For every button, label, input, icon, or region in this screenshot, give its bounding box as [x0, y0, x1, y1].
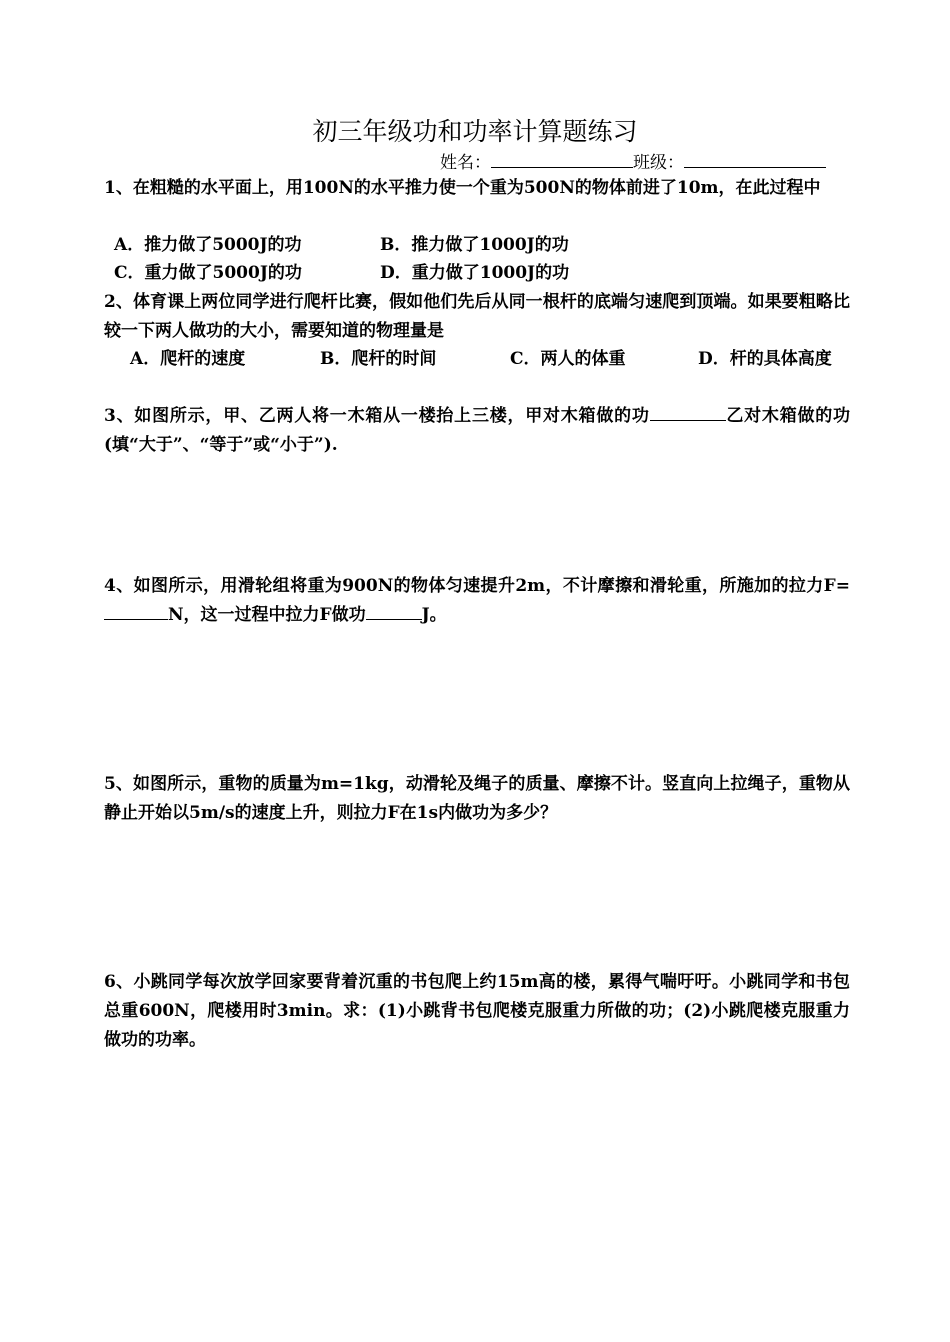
name-label: 姓名： [440, 153, 491, 173]
question-1-option-a: A．推力做了5000J的功 [114, 235, 302, 255]
question-5-stem: 5、如图所示，重物的质量为m=1kg，动滑轮及绳子的质量、摩擦不计。竖直向上拉绳子，重物从静止开始以5m/s的速度上升，则拉力F在1s内做功为多少？ [104, 774, 850, 823]
question-2-option-d: D．杆的具体高度 [698, 349, 832, 369]
question-4-work-blank [366, 601, 422, 620]
question-2-option-a: A．爬杆的速度 [130, 349, 246, 369]
question-4 [104, 572, 850, 630]
question-6-stem: 6、小跳同学每次放学回家要背着沉重的书包爬上约15m高的楼，累得气喘吁吁。小跳同学和书包总重600N，爬楼用时3min。求：(1)小跳背书包爬楼克服重力所做的功；(2)小跳爬楼克服重力做功的功率。 [104, 972, 850, 1050]
question-3 [104, 402, 850, 460]
question-3-text-1: 3、如图所示，甲、乙两人将一木箱从一楼抬上三楼，甲对木箱做的功 [104, 406, 650, 426]
question-4-force-blank [104, 601, 168, 620]
question-3-text-2: 乙对木箱做的功(填“大于”、“等于”或“小于”). [104, 406, 850, 455]
page-title: 初三年级功和功率计算题练习 [312, 117, 638, 146]
question-2-option-b: B．爬杆的时间 [320, 349, 437, 369]
question-1-option-d: D．重力做了1000J的功 [380, 263, 570, 283]
question-1-option-b: B．推力做了1000J的功 [380, 235, 569, 255]
class-label: 班级： [633, 153, 684, 173]
class-blank [684, 149, 826, 168]
student-info-line [440, 149, 860, 175]
question-1-option-c: C．重力做了5000J的功 [114, 263, 302, 283]
question-4-text-1: 4、如图所示，用滑轮组将重为900N的物体匀速提升2m，不计摩擦和滑轮重，所施加的拉力F= [104, 576, 850, 596]
question-1-stem: 1、在粗糙的水平面上，用100N的水平推力使一个重为500N的物体前进了10m，在此过程中 [104, 178, 821, 198]
question-4-text-2: N，这一过程中拉力F做功 [168, 605, 366, 625]
question-2-stem: 2、体育课上两位同学进行爬杆比赛，假如他们先后从同一根杆的底端匀速爬到顶端。如果要粗略比较一下两人做功的大小，需要知道的物理量是 [104, 292, 850, 341]
question-3-answer-blank [650, 402, 726, 421]
question-2-option-c: C．两人的体重 [510, 349, 626, 369]
question-4-text-3: J。 [421, 605, 447, 625]
name-blank [491, 149, 633, 168]
